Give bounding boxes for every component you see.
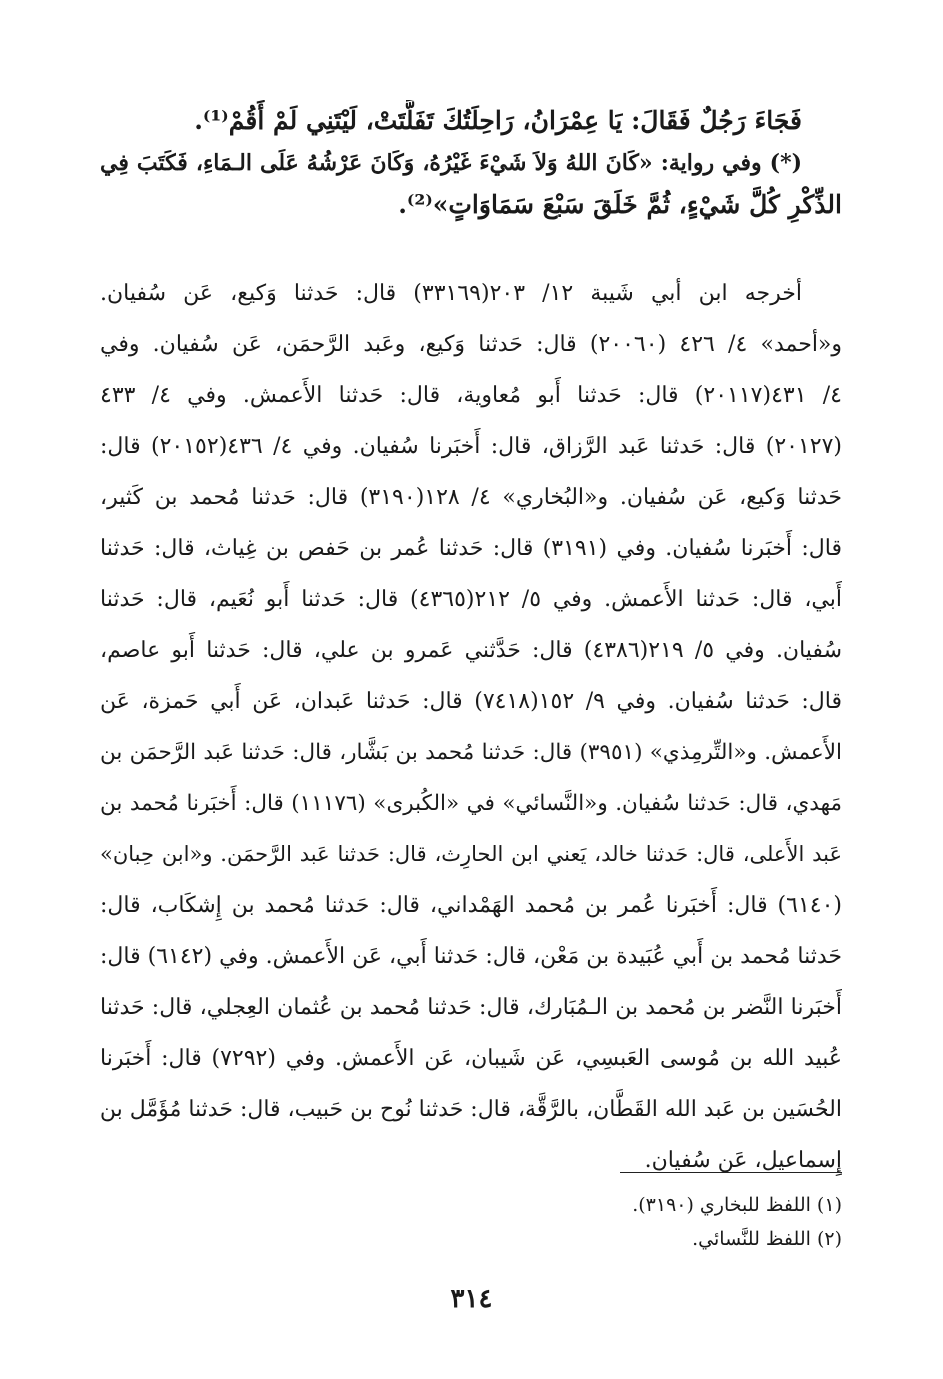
takhrij-line: سُفيان. وفي ٥/ ٢١٩(٤٣٨٦) قال: حَدَّثني عَمرو بن علي، قال: حَدثنا أَبو عاصم،	[100, 638, 842, 663]
footnote-divider	[620, 1172, 842, 1173]
takhrij-line: مَهدي، قال: حَدثنا سُفيان. و«النَّسائي» في «الكُبرى» (١١١٧٦) قال: أَخبَرنا مُحمد بن	[100, 791, 842, 816]
takhrij-line: الحُسَين بن عَبد الله القَطَّان، بالرَّقَّة، قال: حَدثنا نُوح بن حَبيب، قال: حَدثنا مُؤَمَّل بن	[100, 1097, 842, 1122]
footnotes	[100, 1188, 842, 1256]
takhrij-paragraph	[100, 268, 842, 1186]
takhrij-line: ٤/ ٤٣١(٢٠١١٧) قال: حَدثنا أَبو مُعاوية، قال: حَدثنا الأَعمش. وفي ٤/ ٤٣٣	[100, 383, 842, 408]
takhrij-line: الأَعمش. و«التِّرمِذي» (٣٩٥١) قال: حَدثنا مُحمد بن بَشَّار، قال: حَدثنا عَبد الرَّحمَن بن	[100, 740, 842, 765]
takhrij-line: حَدثنا وَكيع، عَن سُفيان. و«البُخاري» ٤/ ١٢٨(٣١٩٠) قال: حَدثنا مُحمد بن كَثير،	[100, 485, 842, 510]
takhrij-line: حَدثنا مُحمد بن أَبي عُبَيدة بن مَعْن، قال: حَدثنا أَبي، عَن الأَعمش. وفي (٦١٤٢) قال:	[100, 944, 842, 969]
takhrij-line: عُبيد الله بن مُوسى العَبسِي، عَن شَيبان، عَن الأَعمش. وفي (٧٢٩٢) قال: أَخبَرنا	[100, 1046, 842, 1071]
takhrij-line: أخرجه ابن أبي شَيبة ١٢/ ٢٠٣(٣٣١٦٩) قال: حَدثنا وَكيع، عَن سُفيان.	[100, 281, 803, 306]
hadith-line: الذِّكْرِ كُلَّ شَيْءٍ، ثُمَّ خَلَقَ سَبْعَ سَمَاوَاتٍ»⁽²⁾.	[398, 190, 842, 219]
takhrij-line: و«أحمد» ٤/ ٤٢٦ (٢٠٠٦٠) قال: حَدثنا وَكيع، وعَبد الرَّحمَن، عَن سُفيان. وفي	[100, 332, 842, 357]
footnote-1: (١) اللفظ للبخاري (٣١٩٠).	[632, 1194, 842, 1216]
takhrij-line: أَخبَرنا النَّضر بن مُحمد بن الـمُبَارك، قال: حَدثنا مُحمد بن عُثمان العِجلي، قال: حَدثنا	[100, 995, 842, 1020]
takhrij-line: أَبي، قال: حَدثنا الأَعمش. وفي ٥/ ٢١٢(٤٣٦٥) قال: حَدثنا أَبو نُعَيم، قال: حَدثنا	[100, 587, 842, 612]
page-number: ٣١٤	[450, 1284, 493, 1314]
hadith-text	[100, 100, 842, 226]
takhrij-line: إِسماعيل، عَن سُفيان.	[644, 1148, 842, 1173]
takhrij-line: قال: حَدثنا سُفيان. وفي ٩/ ١٥٢(٧٤١٨) قال: حَدثنا عَبدان، عَن أَبي حَمزة، عَن	[100, 689, 842, 714]
takhrij-line: عَبد الأَعلى، قال: حَدثنا خالد، يَعني ابن الحارِث، قال: حَدثنا عَبد الرَّحمَن. و«ابن حِبان»	[100, 842, 842, 866]
takhrij-line: (٢٠١٢٧) قال: حَدثنا عَبد الرَّزاق، قال: أَخبَرنا سُفيان. وفي ٤/ ٤٣٦(٢٠١٥٢) قال:	[100, 434, 842, 459]
takhrij-line: قال: أَخبَرنا سُفيان. وفي (٣١٩١) قال: حَدثنا عُمر بن حَفص بن غِياث، قال: حَدثنا	[100, 536, 842, 561]
takhrij-line: (٦١٤٠) قال: أَخبَرنا عُمر بن مُحمد الهَمْداني، قال: حَدثنا مُحمد بن إِشكَاب، قال:	[100, 893, 842, 918]
footnote-2: (٢) اللفظ للنَّسائي.	[692, 1228, 842, 1250]
hadith-line: (*) وفي رواية: «كَانَ اللهُ وَلاَ شَيْءَ غَيْرُهُ، وَكَانَ عَرْشُهُ عَلَى الـمَاءِ، فَكَتَبَ فِي	[100, 150, 802, 176]
hadith-line: فَجَاءَ رَجُلٌ فَقَالَ: يَا عِمْرَانُ، رَاحِلَتُكَ تَفَلَّتَتْ، لَيْتَنِي لَمْ أَقُمْ⁽¹⁾.	[194, 106, 802, 135]
